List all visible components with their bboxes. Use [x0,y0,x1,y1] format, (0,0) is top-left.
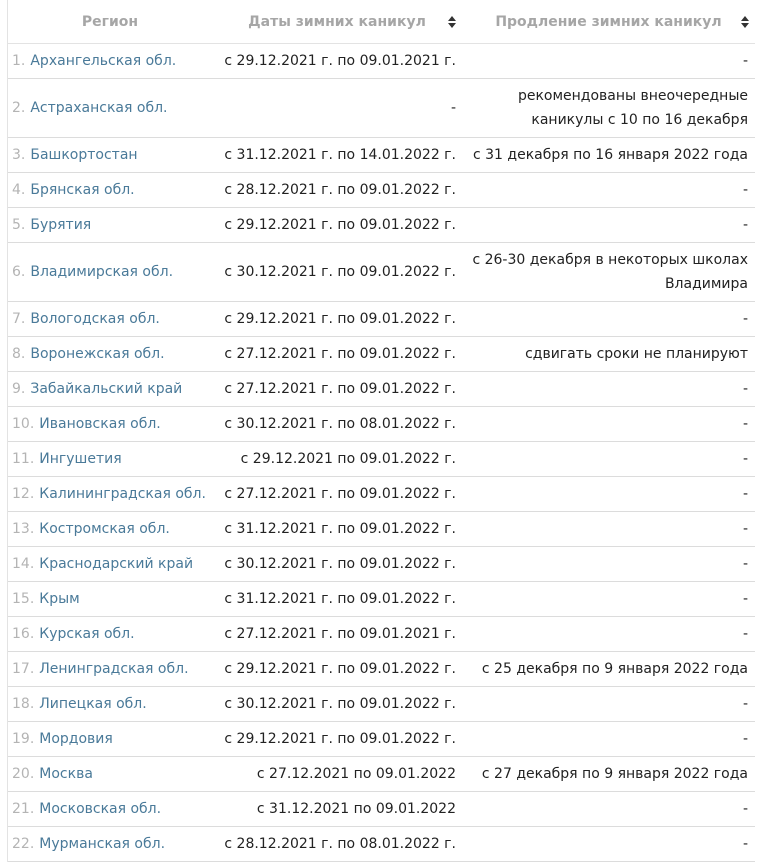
extension-cell: - [742,486,748,502]
row-number: 4. [12,182,26,198]
row-number: 21. [12,801,35,817]
region-link[interactable]: Костромская обл. [39,521,170,537]
row-number: 22. [12,836,35,852]
row-number: 17. [12,661,35,677]
dates-cell: с 28.12.2021 г. по 08.01.2022 г. [224,836,456,852]
sort-icon[interactable] [741,16,749,28]
region-cell [8,652,212,686]
region-cell [8,582,212,616]
region-cell [8,722,212,756]
table-row [8,138,755,173]
row-number: 8. [12,346,26,362]
region-link[interactable]: Башкортостан [30,147,138,163]
row-number: 12. [12,486,35,502]
extension-cell: - [742,556,748,572]
table-row [8,477,755,512]
region-link[interactable]: Воронежская обл. [30,346,165,362]
region-cell [8,243,212,301]
table-row [8,44,755,79]
region-cell [8,173,212,207]
region-link[interactable]: Курская обл. [39,626,135,642]
extension-cell: - [742,626,748,642]
extension-cell: с 31 декабря по 16 января 2022 года [473,147,748,163]
row-number: 9. [12,381,26,397]
region-cell [8,547,212,581]
extension-cell: - [742,521,748,537]
table-row [8,208,755,243]
dates-cell: с 30.12.2021 г. по 09.01.2022 г. [224,556,456,572]
region-cell [8,79,212,137]
row-number: 2. [12,100,26,116]
extension-cell: - [742,182,748,198]
dates-cell: с 27.12.2021 по 09.01.2022 [256,766,456,782]
extension-cell: - [742,731,748,747]
region-link[interactable]: Владимирская обл. [30,264,174,280]
header-extension[interactable] [462,14,755,30]
row-number: 14. [12,556,35,572]
region-link[interactable]: Забайкальский край [30,381,183,397]
dates-cell: с 31.12.2021 г. по 14.01.2022 г. [224,147,456,163]
table-row [8,337,755,372]
row-number: 5. [12,217,26,233]
dates-cell: с 28.12.2021 г. по 09.01.2022 г. [224,182,456,198]
table-row [8,512,755,547]
extension-cell: сдвигать сроки не планируют [525,346,748,362]
dates-cell: с 30.12.2021 г. по 08.01.2022 г. [224,416,456,432]
header-dates-label: Даты зимних каникул [248,13,426,30]
region-cell [8,337,212,371]
extension-cell: - [742,311,748,327]
region-cell [8,302,212,336]
dates-cell: с 29.12.2021 г. по 09.01.2022 г. [224,311,456,327]
table-row [8,547,755,582]
extension-cell: - [742,451,748,467]
extension-cell: - [742,381,748,397]
row-number: 15. [12,591,35,607]
row-number: 19. [12,731,35,747]
region-link[interactable]: Брянская обл. [30,182,135,198]
region-cell [8,512,212,546]
dates-cell: с 27.12.2021 г. по 09.01.2021 г. [224,626,456,642]
table-row [8,302,755,337]
extension-cell: - [742,591,748,607]
row-number: 11. [12,451,35,467]
dates-cell: с 27.12.2021 г. по 09.01.2022 г. [224,381,456,397]
row-number: 10. [12,416,35,432]
row-number: 16. [12,626,35,642]
region-link[interactable]: Ингушетия [39,451,122,467]
table-row [8,243,755,302]
region-cell [8,757,212,791]
region-link[interactable]: Калининградская обл. [39,486,206,502]
dates-cell: с 30.12.2021 г. по 09.01.2022 г. [224,696,456,712]
dates-cell: с 31.12.2021 по 09.01.2022 [256,801,456,817]
extension-cell: с 25 декабря по 9 января 2022 года [481,661,748,677]
region-cell [8,477,212,511]
dates-cell: - [450,100,456,116]
extension-cell: - [742,416,748,432]
extension-cell: - [742,53,748,69]
table-row [8,79,755,138]
region-cell [8,792,212,826]
region-cell [8,687,212,721]
region-cell [8,617,212,651]
region-cell [8,208,212,242]
table-row [8,722,755,757]
table-row [8,652,755,687]
extension-cell: - [742,801,748,817]
table-row [8,687,755,722]
table-row [8,827,755,862]
row-number: 6. [12,264,26,280]
dates-cell: с 29.12.2021 г. по 09.01.2021 г. [224,53,456,69]
region-link[interactable]: Ивановская обл. [39,416,161,432]
region-link[interactable]: Краснодарский край [39,556,194,572]
region-cell [8,372,212,406]
dates-cell: с 27.12.2021 г. по 09.01.2022 г. [224,346,456,362]
region-link[interactable]: Липецкая обл. [39,696,147,712]
extension-cell: - [742,217,748,233]
region-cell [8,44,212,78]
table-row [8,757,755,792]
table-row [8,173,755,208]
region-cell [8,827,212,861]
region-link[interactable]: Астраханская обл. [30,100,168,116]
table-row [8,442,755,477]
table-header [8,0,755,44]
header-region[interactable]: Регион [81,13,139,30]
table-row [8,617,755,652]
extension-cell: рекомендованы внеочередные каникулы с 10 по 16 декабря [517,88,748,128]
header-dates[interactable] [212,14,462,30]
region-link[interactable]: Бурятия [30,217,92,233]
region-cell [8,407,212,441]
holidays-table [7,0,755,862]
region-cell [8,138,212,172]
region-link[interactable]: Крым [39,591,80,607]
extension-cell: - [742,696,748,712]
region-cell [8,442,212,476]
region-link[interactable]: Вологодская обл. [30,311,160,327]
region-link[interactable]: Архангельская обл. [30,53,177,69]
row-number: 3. [12,147,26,163]
header-extension-label: Продление зимних каникул [495,13,722,30]
table-row [8,792,755,827]
region-link[interactable]: Ленинградская обл. [39,661,189,677]
row-number: 18. [12,696,35,712]
sort-icon[interactable] [448,16,456,28]
extension-cell: с 26-30 декабря в некоторых школах Владимира [472,252,748,292]
region-link[interactable]: Московская обл. [39,801,162,817]
row-number: 1. [12,53,26,69]
row-number: 7. [12,311,26,327]
table-body [8,44,755,862]
region-link[interactable]: Мурманская обл. [39,836,166,852]
dates-cell: с 29.12.2021 по 09.01.2022 г. [240,451,456,467]
region-link[interactable]: Мордовия [39,731,113,747]
extension-cell: - [742,836,748,852]
extension-cell: с 27 декабря по 9 января 2022 года [481,766,748,782]
table-row [8,582,755,617]
dates-cell: с 29.12.2021 г. по 09.01.2022 г. [224,217,456,233]
dates-cell: с 31.12.2021 г. по 09.01.2022 г. [224,591,456,607]
dates-cell: с 27.12.2021 г. по 09.01.2022 г. [224,486,456,502]
table-row [8,407,755,442]
dates-cell: с 30.12.2021 г. по 09.01.2022 г. [224,264,456,280]
row-number: 20. [12,766,35,782]
dates-cell: с 29.12.2021 г. по 09.01.2022 г. [224,731,456,747]
row-number: 13. [12,521,35,537]
table-row [8,372,755,407]
dates-cell: с 29.12.2021 г. по 09.01.2022 г. [224,661,456,677]
region-link[interactable]: Москва [39,766,93,782]
dates-cell: с 31.12.2021 г. по 09.01.2022 г. [224,521,456,537]
